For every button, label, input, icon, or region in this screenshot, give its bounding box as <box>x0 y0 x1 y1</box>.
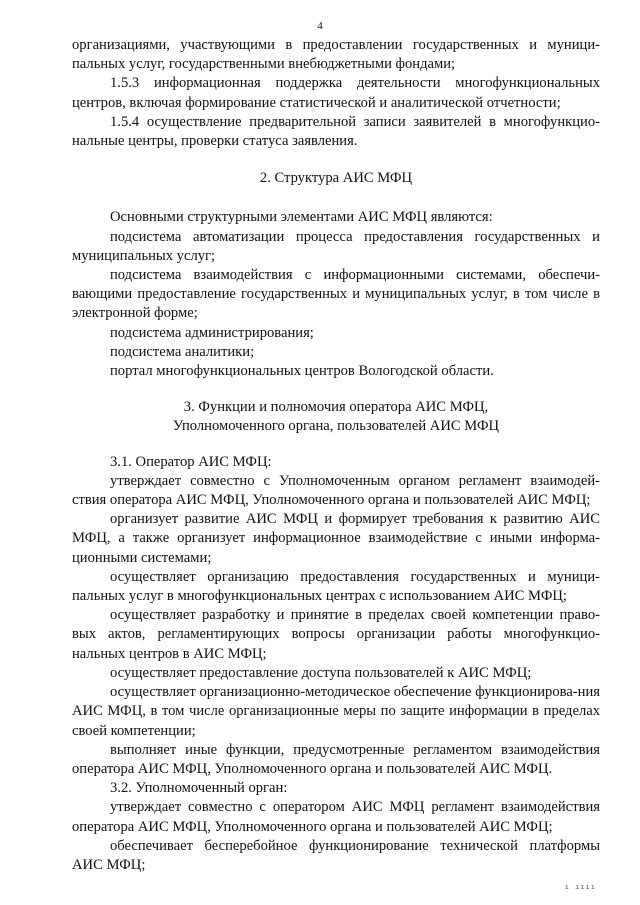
paragraph: осуществляет организацию предоставления государственных и муници-пальных услуг в многофункциональных центрах с использованием АИС МФЦ; <box>72 568 600 605</box>
paragraph: 1.5.3 информационная поддержка деятельности многофункциональных центров, включая формирование статистической и аналитической отчетности; <box>72 75 600 111</box>
paragraph: осуществляет предоставление доступа пользователей к АИС МФЦ; <box>110 664 532 681</box>
paragraph: осуществляет организационно-методическое обеспечение функционирова-ния АИС МФЦ, в том числе организационные меры по защите информации в пределах своей компетенции; <box>72 684 600 739</box>
paragraph: портал многофункциональных центров Вологодской области. <box>110 363 494 380</box>
paragraph: подсистема взаимодействия с информационными системами, обеспечи-вающими предоставление государственных и муниципальных услуг, в том числе в электронной форме; <box>72 267 600 322</box>
section-heading: Уполномоченного органа, пользователей АИС МФЦ <box>172 418 500 435</box>
page-number: 4 <box>317 20 323 32</box>
paragraph: 1.5.4 осуществление предварительной записи заявителей в многофункцио-нальные центры, проверки статуса заявления. <box>72 113 600 150</box>
paragraph: организует развитие АИС МФЦ и формирует требования к развитию АИС МФЦ, а также организует информационное взаимодействие с иными информа-ционными системами; <box>72 511 600 566</box>
paragraph: утверждает совместно с оператором АИС МФЦ регламент взаимодействия оператора АИС МФЦ, Уполномоченного органа и пользователей АИС МФЦ; <box>72 799 600 835</box>
paragraph: подсистема администрирования; <box>110 324 314 341</box>
document-body <box>72 36 600 875</box>
paragraph: Основными структурными элементами АИС МФЦ являются: <box>110 209 493 226</box>
paragraph: выполняет иные функции, предусмотренные регламентом взаимодействия оператора АИС МФЦ, Уполномоченного органа и пользователей АИС МФЦ. <box>72 741 600 777</box>
section-heading: 2. Структура АИС МФЦ <box>259 170 413 187</box>
footer-mark: ı ıııı <box>564 882 596 891</box>
section-heading: 3. Функции и полномочия оператора АИС МФЦ, <box>183 399 489 416</box>
paragraph: 3.2. Уполномоченный орган: <box>110 780 288 797</box>
paragraph: организациями, участвующими в предоставлении государственных и муници-пальных услуг, государственными внебюджетными фондами; <box>72 37 600 73</box>
paragraph: подсистема автоматизации процесса предоставления государственных и муниципальных услуг; <box>72 228 600 264</box>
paragraph: осуществляет разработку и принятие в пределах своей компетенции право-вых актов, регламентирующих вопросы организации работы многофункцио-нальных центров в АИС МФЦ; <box>72 607 600 662</box>
paragraph: 3.1. Оператор АИС МФЦ: <box>110 453 272 470</box>
paragraph: утверждает совместно с Уполномоченным органом регламент взаимодей-ствия оператора АИС МФЦ, Уполномоченного органа и пользователей АИС МФЦ; <box>72 472 600 509</box>
paragraph: подсистема аналитики; <box>110 343 255 360</box>
paragraph: обеспечивает бесперебойное функционирование технической платформы АИС МФЦ; <box>72 837 600 873</box>
